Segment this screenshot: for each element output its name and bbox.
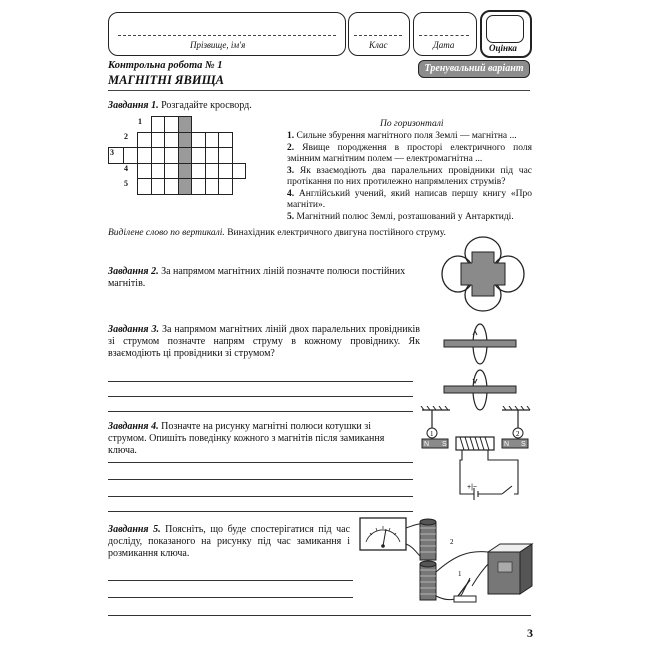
task5-text: Завдання 5. Поясніть, що буде спостерігатися під час досліду, показаного на рисунку під час замикання і розмикання ключа. [108, 524, 351, 559]
battery-mark: +|− [467, 484, 477, 491]
clue-5: 5. Магнітний полюс Землі, розташований у Антарктиді. [287, 211, 514, 222]
date-field-line [419, 35, 469, 36]
magnet-1-pole-n: N [424, 441, 430, 448]
clues-heading: По горизонталі [380, 119, 444, 129]
magnet-2-pole-n: N [504, 441, 510, 448]
crossword-number-2: 2 [124, 132, 128, 141]
magnet-2-pole-s: S [521, 441, 526, 448]
task4-answer-line-2[interactable] [108, 479, 413, 480]
clue-1: 1. Сильне збурення магнітного поля Землі — магнітна ... [287, 131, 517, 141]
vertical-note: Виділене слово по вертикалі. Винахідник електричного двигуна постійного струму. [108, 228, 446, 238]
task3-answer-line-3[interactable] [108, 411, 413, 412]
conductors-figure [440, 322, 520, 412]
task2-text: Завдання 2. За напрямом магнітних ліній позначте полюси постійних магнітів. [108, 266, 406, 289]
date-caption: Дата [433, 40, 455, 50]
grade-caption: Оцінка [489, 43, 517, 53]
clue-3: 3. Як взаємодіють два паралельних провідники під час протікання по них протилежно напрямлених струмів? [287, 165, 533, 187]
task1-heading: Завдання 1. Розгадайте кросворд. [108, 100, 252, 111]
magnet-1-label: 1 [430, 430, 434, 438]
task4-text: Завдання 4. Позначте на рисунку магнітні полюси котушки зі струмом. Опишіть поведінку кожного з магнітів після замикання ключа. [108, 421, 385, 456]
name-caption: Прізвище, ім'я [190, 40, 246, 50]
task5-answer-line-2[interactable] [108, 597, 353, 598]
task3-text: Завдання 3. За напрямом магнітних ліній двох паралельних провідників зі струмом позначте напрям струму в кожному провіднику. Як взаємодіють ці провідники зі струмом? [108, 324, 420, 359]
label-1: 1 [458, 570, 462, 578]
task5-answer-line-3[interactable] [108, 615, 531, 616]
magnet-1-pole-s: S [442, 441, 447, 448]
crossword-number-1: 1 [138, 116, 142, 126]
magnets-figure [440, 236, 526, 312]
work-number: Контрольна робота № 1 [108, 60, 223, 71]
crossword[interactable] [108, 116, 246, 195]
task1-text: Розгадайте кросворд. [161, 100, 252, 111]
magnet-2-label: 2 [516, 430, 520, 438]
task4-answer-line-1[interactable] [108, 462, 413, 463]
grade-inner-box [486, 15, 524, 43]
task4-answer-line-4[interactable] [108, 511, 413, 512]
class-caption: Клас [369, 40, 388, 50]
crossword-number-5: 5 [124, 178, 128, 188]
header-rule [108, 90, 530, 91]
work-topic: МАГНІТНІ ЯВИЩА [108, 73, 225, 87]
task3-answer-line-1[interactable] [108, 381, 413, 382]
label-2: 2 [450, 538, 454, 546]
task5-answer-line-1[interactable] [108, 580, 353, 581]
class-field-line [354, 35, 402, 36]
crossword-number-4: 4 [124, 163, 128, 173]
coil-circuit-figure [420, 406, 532, 502]
crossword-number-3: 3 [109, 148, 124, 164]
name-field-line [118, 35, 336, 36]
induction-experiment-figure [358, 516, 534, 612]
task3-answer-line-2[interactable] [108, 396, 413, 397]
clues-list [287, 131, 532, 223]
clue-4: 4. Англійський учений, який написав першу книгу «Про магніти». [287, 188, 533, 210]
page-number: 3 [527, 626, 533, 640]
task4-answer-line-3[interactable] [108, 496, 413, 497]
training-badge: Тренувальний варіант [418, 60, 530, 78]
clue-2: 2. Явище породження в просторі електричного поля змінним магнітним полем — електромагнітна ... [287, 142, 532, 164]
